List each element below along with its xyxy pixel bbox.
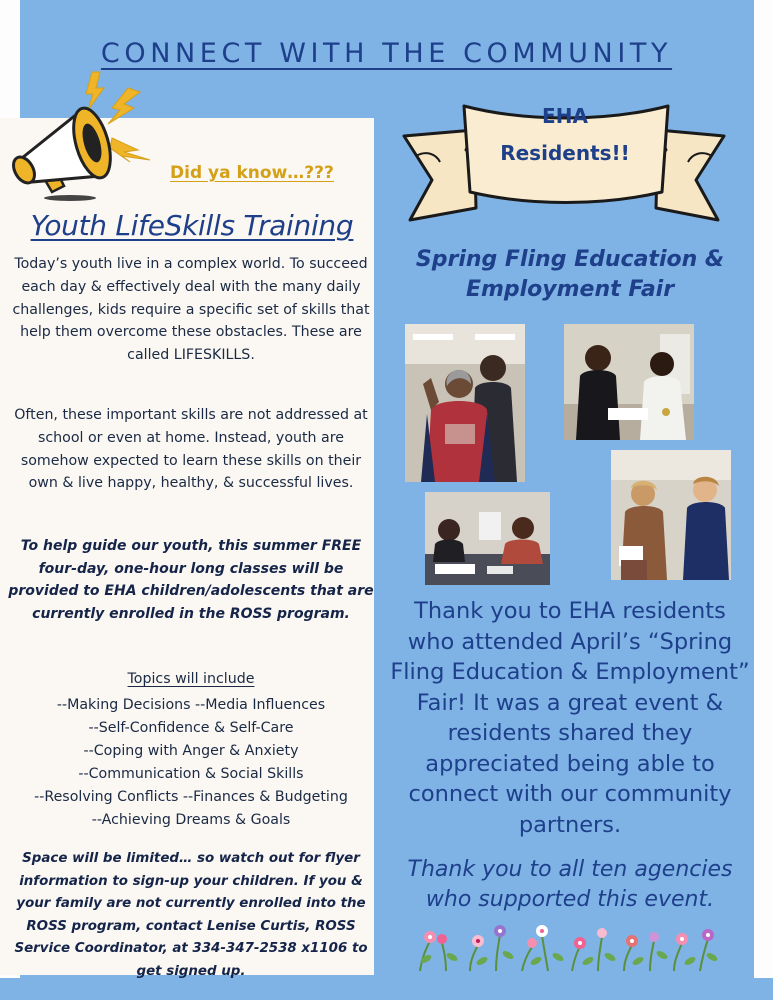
event-photo-info-table xyxy=(425,492,550,585)
thank-you-agencies-text: Thank you to all ten agencies who supported this event. xyxy=(407,857,733,912)
skills-paragraph: Often, these important skills are not addressed at school or even at home. Instead, youth are somehow expected to learn these skills on their own & live happy, healthy, & successful lives. xyxy=(14,407,368,492)
page-title: CONNECT WITH THE COMMUNITY xyxy=(100,38,673,69)
summer-classes-highlight: To help guide our youth, this summer FREE four-day, one-hour long classes will be provided to EHA children/adolescents that are currently enrolled in the ROSS program. xyxy=(8,538,374,622)
flower-border xyxy=(412,913,724,971)
topic-item: --Coping with Anger & Anxiety xyxy=(83,743,299,759)
topics-heading: Topics will include xyxy=(127,671,255,687)
topic-item: --Communication & Social Skills xyxy=(78,766,304,782)
megaphone-icon xyxy=(0,64,165,204)
event-photo-table-conversation xyxy=(611,450,731,580)
topic-item: --Resolving Conflicts --Finances & Budgeting xyxy=(34,789,348,805)
intro-paragraph: Today’s youth live in a complex world. To succeed each day & effectively deal with the many daily challenges, kids require a specific set of skills that help them overcome these obstacles. These are called LIFESKILLS. xyxy=(12,256,370,364)
topic-item: --Making Decisions --Media Influences xyxy=(56,697,326,713)
topic-item: --Achieving Dreams & Goals xyxy=(91,812,291,828)
event-photo-resident-waving xyxy=(405,324,525,482)
banner-line-eha: EHA xyxy=(542,104,588,128)
did-ya-know-teaser: Did ya know…??? xyxy=(170,163,334,183)
event-title: Spring Fling Education & Employment Fair xyxy=(415,247,725,302)
event-photo-residents-talking xyxy=(564,324,694,440)
signup-contact-note: Space will be limited… so watch out for flyer information to sign-up your children. If you & your family are not currently enrolled into the ROSS program, contact Lenise Curtis, ROSS Service Coordinator, at 334-347-2538 x1106 to get signed up. xyxy=(14,851,368,979)
topic-item: --Self-Confidence & Self-Care xyxy=(88,720,294,736)
thank-you-residents-text: Thank you to EHA residents who attended April’s “Spring Fling Education & Employment” Fair! It was a great event & residents shared they appreciated being able to connect with our community partners. xyxy=(390,598,750,838)
banner-line-residents: Residents!! xyxy=(500,141,630,165)
topics-list xyxy=(0,694,382,832)
youth-lifeskills-heading: Youth LifeSkills Training xyxy=(30,209,354,242)
